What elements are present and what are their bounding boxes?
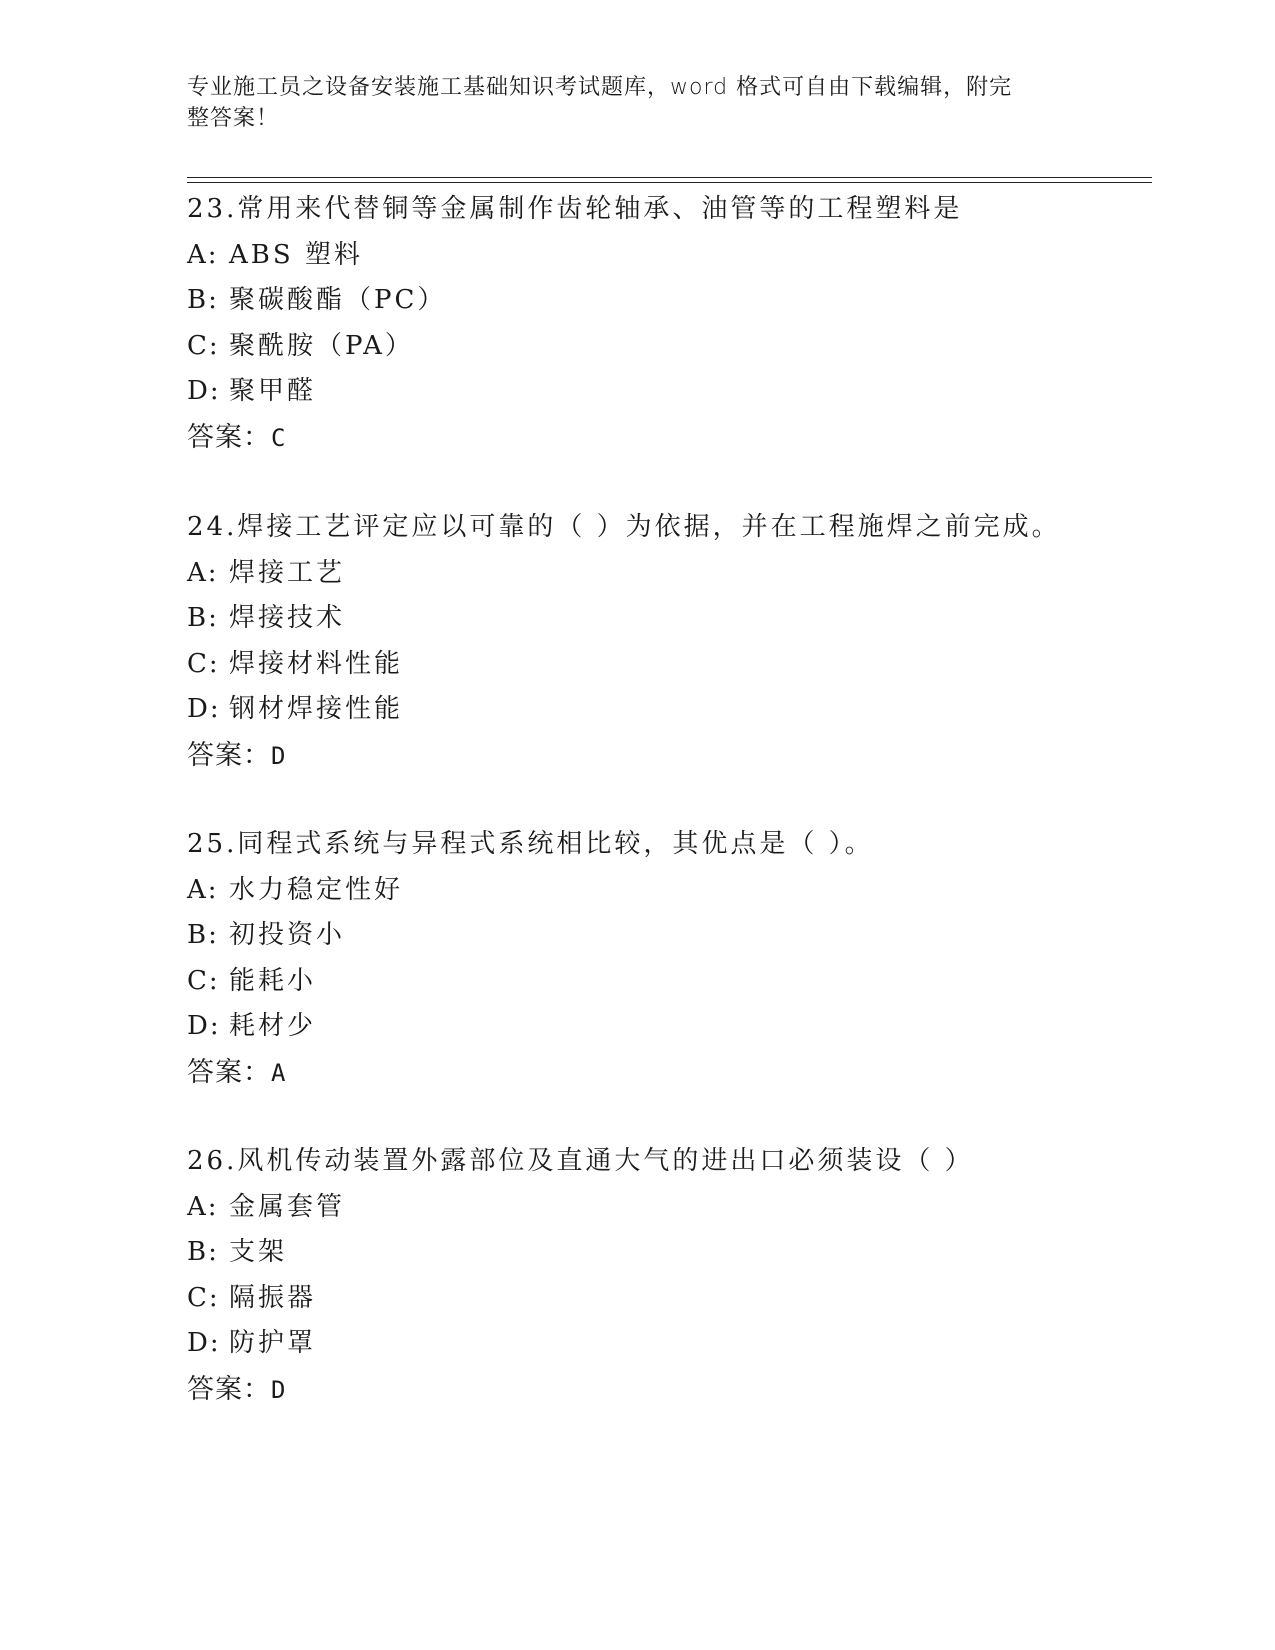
answer-line: [187, 1050, 1147, 1096]
option-text: 防护罩: [229, 1328, 317, 1358]
option-a: [187, 1185, 1147, 1231]
header-line-2: 整答案！: [187, 106, 280, 131]
option-key: A:: [187, 239, 219, 270]
answer-label: 答案：: [187, 739, 271, 771]
option-key: D:: [187, 1011, 221, 1041]
option-c: [187, 1276, 1147, 1322]
option-c: [187, 642, 1147, 688]
question-title: 24.焊接工艺评定应以可靠的（ ）为依据，并在工程施焊之前完成。: [187, 512, 1061, 542]
option-text: 金属套管: [229, 1191, 346, 1222]
option-key: A:: [187, 1191, 219, 1222]
option-key: B:: [187, 1237, 219, 1267]
option-d: [187, 1321, 1147, 1367]
option-b: [187, 913, 1147, 959]
option-text: 焊接技术: [229, 603, 346, 633]
option-key: C:: [187, 965, 220, 996]
header-line-1: 专业施工员之设备安装施工基础知识考试题库，word 格式可自由下载编辑，附完: [187, 75, 1013, 100]
answer-line: [187, 415, 1147, 461]
option-text: 钢材焊接性能: [229, 694, 404, 724]
option-key: C:: [187, 648, 220, 679]
option-text: 焊接材料性能: [229, 648, 404, 679]
option-b: [187, 278, 1147, 324]
answer-label: 答案：: [187, 421, 271, 453]
option-key: B:: [187, 920, 219, 950]
header-divider-bottom: [187, 182, 1152, 183]
option-text: 焊接工艺: [229, 557, 346, 588]
option-key: A:: [187, 874, 219, 905]
question-block: [187, 505, 1147, 778]
option-c: [187, 324, 1147, 370]
option-text: 能耗小: [229, 965, 317, 996]
option-key: C:: [187, 330, 220, 361]
option-key: D:: [187, 1328, 221, 1358]
document-header: [187, 72, 1067, 134]
question-title: 25.同程式系统与异程式系统相比较，其优点是（ ）。: [187, 829, 874, 859]
option-text: 支架: [229, 1237, 288, 1267]
answer-line: [187, 1367, 1147, 1413]
option-text: 聚碳酸酯（PC）: [229, 285, 447, 315]
question-block: [187, 822, 1147, 1095]
option-a: [187, 233, 1147, 279]
option-text: 耗材少: [229, 1011, 317, 1041]
answer-label: 答案：: [187, 1056, 271, 1088]
option-text: ABS 塑料: [229, 239, 363, 270]
option-key: D:: [187, 694, 221, 724]
answer-line: [187, 733, 1147, 779]
question-title: 26.风机传动装置外露部位及直通大气的进出口必须装设（ ）: [187, 1146, 974, 1176]
option-text: 隔振器: [229, 1282, 317, 1313]
option-b: [187, 596, 1147, 642]
option-c: [187, 959, 1147, 1005]
option-text: 聚甲醛: [229, 376, 317, 406]
question-title: 23.常用来代替铜等金属制作齿轮轴承、油管等的工程塑料是: [187, 194, 963, 224]
option-key: C:: [187, 1282, 220, 1313]
option-a: [187, 868, 1147, 914]
option-d: [187, 1004, 1147, 1050]
answer-value: A: [271, 1058, 287, 1087]
answer-value: C: [271, 423, 287, 452]
option-d: [187, 369, 1147, 415]
option-key: B:: [187, 603, 219, 633]
answer-value: D: [271, 1375, 287, 1404]
question-block: [187, 1139, 1147, 1412]
option-text: 水力稳定性好: [229, 874, 404, 905]
option-text: 聚酰胺（PA）: [229, 330, 414, 361]
answer-label: 答案：: [187, 1373, 271, 1405]
option-key: A:: [187, 557, 219, 588]
option-key: B:: [187, 285, 219, 315]
header-divider-top: [187, 177, 1152, 178]
question-block: [187, 187, 1147, 460]
option-key: D:: [187, 376, 221, 406]
option-text: 初投资小: [229, 920, 346, 950]
answer-value: D: [271, 741, 287, 770]
option-a: [187, 551, 1147, 597]
option-b: [187, 1230, 1147, 1276]
option-d: [187, 687, 1147, 733]
